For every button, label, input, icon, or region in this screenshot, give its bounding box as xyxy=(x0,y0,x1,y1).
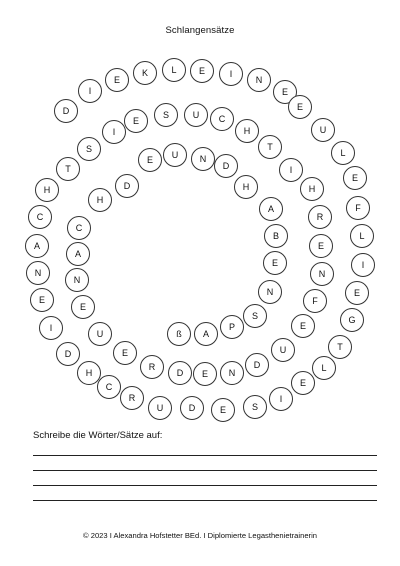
letter-circle: D xyxy=(54,99,78,123)
page-title: Schlangensätze xyxy=(165,25,235,36)
letter-circle: R xyxy=(140,355,164,379)
letter-circle: E xyxy=(309,234,333,258)
letter-circle: E xyxy=(273,80,297,104)
letter-circle: G xyxy=(340,308,364,332)
letter-circle: C xyxy=(67,216,91,240)
letter-circle: I xyxy=(351,253,375,277)
letter-circle: H xyxy=(300,177,324,201)
letter-circle: L xyxy=(350,224,374,248)
letter-circle: D xyxy=(214,154,238,178)
letter-circle: L xyxy=(331,141,355,165)
letter-circle: I xyxy=(102,120,126,144)
letter-circle: E xyxy=(113,341,137,365)
copyright-footer: © 2023 I Alexandra Hofstetter BEd. I Diplomierte Legasthenietrainerin xyxy=(83,531,317,540)
letter-circle: S xyxy=(154,103,178,127)
writing-line[interactable] xyxy=(33,470,377,471)
letter-circle: L xyxy=(162,58,186,82)
letter-circle: D xyxy=(245,353,269,377)
letter-circle: N xyxy=(247,68,271,92)
letter-circle: I xyxy=(78,79,102,103)
letter-circle: E xyxy=(30,288,54,312)
letter-circle: N xyxy=(191,147,215,171)
letter-circle: R xyxy=(120,386,144,410)
letter-circle: H xyxy=(235,119,259,143)
letter-circle: ß xyxy=(167,322,191,346)
letter-circle: A xyxy=(259,197,283,221)
letter-circle: T xyxy=(328,335,352,359)
letter-circle: N xyxy=(220,361,244,385)
letter-circle: U xyxy=(163,143,187,167)
letter-circle: E xyxy=(291,314,315,338)
letter-circle: F xyxy=(346,196,370,220)
letter-circle: H xyxy=(77,361,101,385)
letter-circle: H xyxy=(35,178,59,202)
letter-circle: U xyxy=(311,118,335,142)
letter-circle: H xyxy=(88,188,112,212)
letter-circle: N xyxy=(258,280,282,304)
letter-circle: E xyxy=(190,59,214,83)
letter-circle: U xyxy=(184,103,208,127)
writing-line[interactable] xyxy=(33,455,377,456)
letter-circle: D xyxy=(115,174,139,198)
letter-circle: N xyxy=(65,268,89,292)
letter-circle: E xyxy=(345,281,369,305)
letter-circle: N xyxy=(26,261,50,285)
letter-circle: S xyxy=(77,137,101,161)
letter-circle: U xyxy=(271,338,295,362)
letter-circle: E xyxy=(138,148,162,172)
letter-circle: E xyxy=(263,251,287,275)
letter-circle: H xyxy=(234,175,258,199)
letter-circle: I xyxy=(219,62,243,86)
letter-circle: S xyxy=(243,304,267,328)
letter-circle: D xyxy=(180,396,204,420)
letter-circle: S xyxy=(243,395,267,419)
letter-circle: F xyxy=(303,289,327,313)
letter-circle: L xyxy=(312,356,336,380)
letter-circle: I xyxy=(39,316,63,340)
letter-circle: A xyxy=(66,242,90,266)
letter-circle: E xyxy=(193,362,217,386)
letter-circle: E xyxy=(71,295,95,319)
letter-circle: U xyxy=(88,322,112,346)
letter-circle: D xyxy=(168,361,192,385)
letter-circle: N xyxy=(310,262,334,286)
letter-circle: T xyxy=(258,135,282,159)
letter-circle: E xyxy=(124,109,148,133)
letter-circle: E xyxy=(211,398,235,422)
letter-circle: E xyxy=(288,95,312,119)
letter-circle: E xyxy=(105,68,129,92)
letter-circle: I xyxy=(269,387,293,411)
letter-circle: U xyxy=(148,396,172,420)
letter-circle: R xyxy=(308,205,332,229)
letter-circle: T xyxy=(56,157,80,181)
writing-line[interactable] xyxy=(33,485,377,486)
letter-circle: E xyxy=(291,371,315,395)
letter-circle: A xyxy=(25,234,49,258)
letter-circle: B xyxy=(264,224,288,248)
writing-line[interactable] xyxy=(33,500,377,501)
letter-circle: P xyxy=(220,315,244,339)
letter-circle: I xyxy=(279,158,303,182)
letter-circle: C xyxy=(97,375,121,399)
letter-circle: D xyxy=(56,342,80,366)
letter-circle: A xyxy=(194,322,218,346)
letter-circle: K xyxy=(133,61,157,85)
letter-circle: C xyxy=(28,205,52,229)
letter-circle: C xyxy=(210,107,234,131)
write-prompt: Schreibe die Wörter/Sätze auf: xyxy=(33,430,163,441)
letter-circle: E xyxy=(343,166,367,190)
